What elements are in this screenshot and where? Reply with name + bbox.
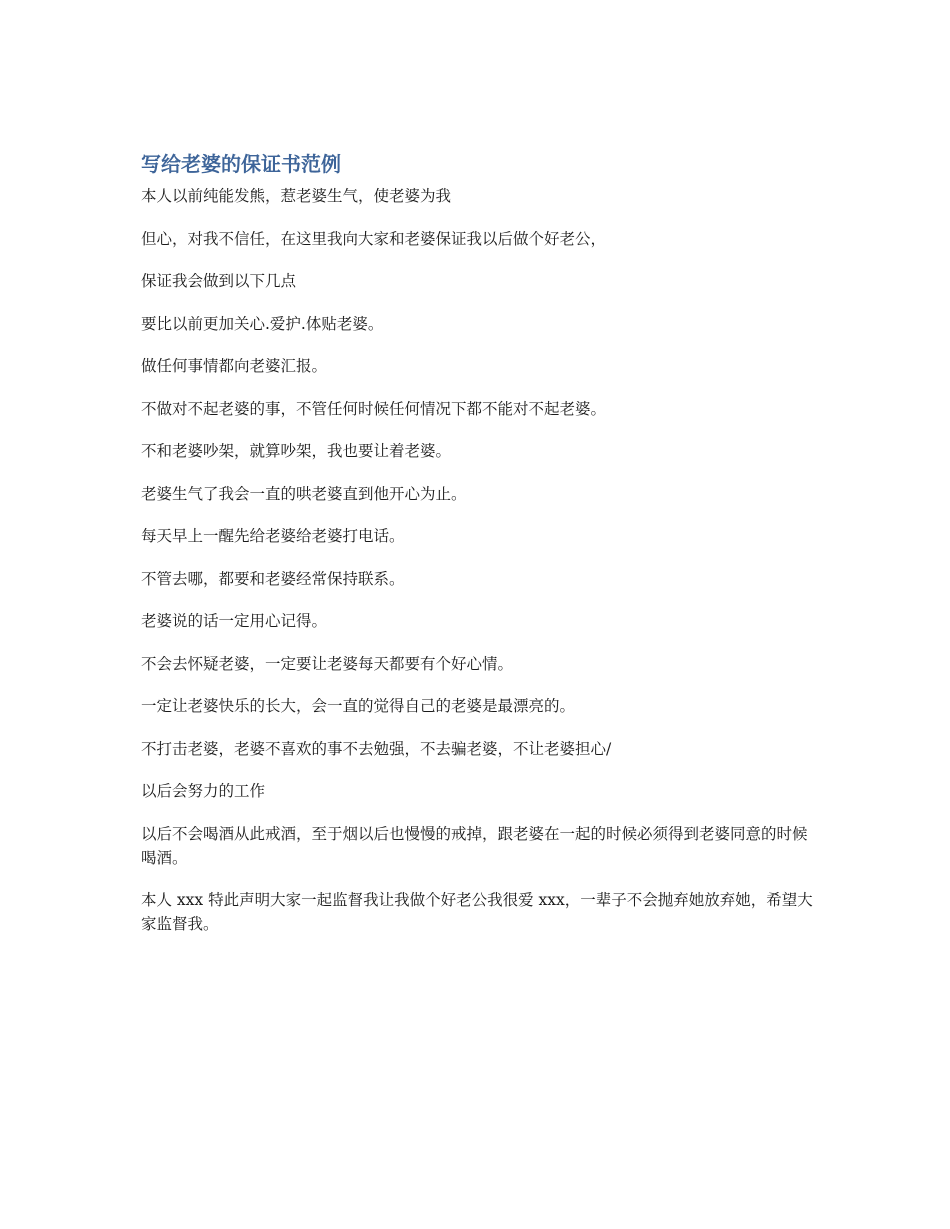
paragraph: 但心，对我不信任，在这里我向大家和老婆保证我以后做个好老公， <box>141 229 607 248</box>
paragraph: 以后会努力的工作 <box>141 782 266 800</box>
paragraph: 不打击老婆，老婆不喜欢的事不去勉强，不去骗老婆，不让老婆担心/ <box>141 739 612 758</box>
paragraph: 以后不会喝酒从此戒酒，至于烟以后也慢慢的戒掉，跟老婆在一起的时候必须得到老婆同意的时候喝酒。 <box>141 824 808 867</box>
paragraph: 老婆生气了我会一直的哄老婆直到他开心为止。 <box>141 484 467 503</box>
document-body <box>141 150 813 955</box>
paragraph: 老婆说的话一定用心记得。 <box>141 612 328 630</box>
paragraph: 每天早上一醒先给老婆给老婆打电话。 <box>141 527 405 545</box>
document-title: 写给老婆的保证书范例 <box>141 152 341 176</box>
paragraph: 不会去怀疑老婆，一定要让老婆每天都要有个好心情。 <box>141 654 514 673</box>
paragraph: 本人以前纯能发熊，惹老婆生气，使老婆为我 <box>141 187 452 205</box>
paragraph: 本人 xxx 特此声明大家一起监督我让我做个好老公我很爱 xxx，一辈子不会抛弃她放弃她，希望大家监督我。 <box>141 891 813 933</box>
paragraph: 一定让老婆快乐的长大，会一直的觉得自己的老婆是最漂亮的。 <box>141 697 576 715</box>
paragraph: 做任何事情都向老婆汇报。 <box>141 357 328 375</box>
paragraph: 不和老婆吵架，就算吵架，我也要让着老婆。 <box>141 442 452 460</box>
paragraph: 不管去哪，都要和老婆经常保持联系。 <box>141 569 405 588</box>
paragraph: 要比以前更加关心.爱护.体贴老婆。 <box>141 314 384 333</box>
paragraph: 不做对不起老婆的事，不管任何时候任何情况下都不能对不起老婆。 <box>141 399 607 418</box>
paragraph: 保证我会做到以下几点 <box>141 272 297 290</box>
